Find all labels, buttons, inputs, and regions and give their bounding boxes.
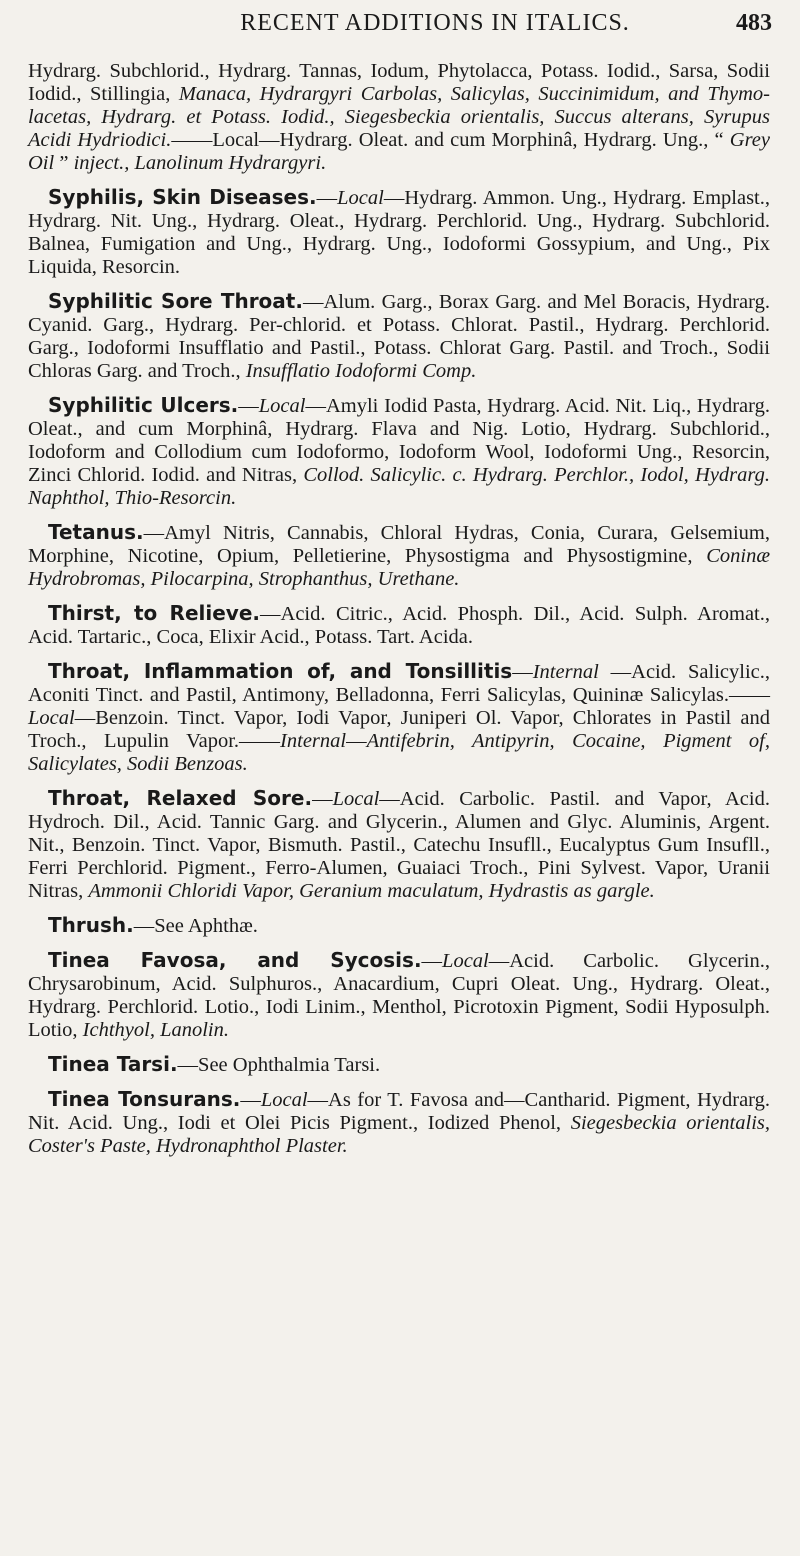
index-entry — [28, 949, 770, 1042]
entry-text-italic: Siegesbeckia orientalis, Coster's Paste, Hydronaphthol Plaster. — [28, 1112, 770, 1157]
entry-text: Hydrarg. Subchlorid., Hydrarg. Tannas, Iodum, Phytolacca, Potass. Iodid., Sarsa, Sodii Iodid., Stillingia, — [28, 60, 770, 105]
entry-heading: Tinea Tonsurans. — [48, 1087, 241, 1111]
entry-text-italic: Insufflatio Iodoformi Comp. — [245, 360, 477, 382]
entry-text-italic: Local — [28, 707, 75, 729]
index-entry — [28, 290, 770, 383]
entry-text-italic: inject., Lanolinum Hydrargyri. — [73, 152, 327, 174]
entry-text: ——Local—Hydrarg. Oleat. and cum Morphinâ, Hydrarg. Ung., “ — [171, 129, 730, 151]
entry-heading: Tinea Favosa, and Sycosis. — [48, 948, 422, 972]
entry-heading: Syphilitic Ulcers. — [48, 393, 239, 417]
entry-text-italic: Ichthyol, Lanolin. — [82, 1019, 230, 1041]
entry-text: — — [346, 730, 367, 752]
entry-text: — — [240, 1089, 261, 1111]
entry-text-italic: Coninæ Hydrobromas, Pilocarpina, Strophanthus, Urethane. — [28, 545, 770, 590]
entry-heading: Tetanus. — [48, 520, 144, 544]
entry-text: — — [421, 950, 443, 972]
index-entry — [28, 186, 770, 279]
entry-text: — — [312, 788, 333, 810]
index-entry — [28, 602, 770, 649]
entry-text: — — [316, 187, 338, 209]
entry-text-italic: Internal — [280, 730, 347, 752]
index-entry — [28, 660, 770, 776]
entry-text: ” — [54, 152, 74, 174]
index-body — [28, 60, 770, 1169]
entry-text-italic: Local — [337, 187, 384, 209]
entry-text: —Alum. Garg., Borax Garg. and Mel Boracis, Hydrarg. Cyanid. Garg., Hydrarg. Per-chlorid. et Potass. Chlorat. Pastil., Hydrarg. Perchlorid. Garg., Iodoformi Insufflatio and Pastil., Potass. Chlorat Garg. Pastil. and Troch., Sodii Chloras Garg. and Troch., — [28, 291, 770, 382]
page-header — [0, 0, 800, 60]
index-entry — [28, 394, 770, 510]
index-entry — [28, 1088, 770, 1158]
entry-heading: Syphilitic Sore Throat. — [48, 289, 303, 313]
entry-heading: Throat, Inflammation of, and Tonsillitis — [48, 659, 513, 683]
index-entry — [28, 521, 770, 591]
running-head: RECENT ADDITIONS IN ITALICS. — [240, 10, 630, 36]
entry-text-italic: Grey Oil — [28, 129, 770, 174]
entry-text-italic: Ammonii Chloridi Vapor, Geranium maculatum, Hydrastis as gargle. — [88, 880, 655, 902]
entry-heading: Syphilis, Skin Diseases. — [48, 185, 317, 209]
entry-text-italic: Local — [442, 950, 489, 972]
entry-text-italic: Internal — [532, 661, 599, 683]
entry-text-italic: Collod. Salicylic. c. Hydrarg. Perchlor., Iodol, Hydrarg. Naphthol, Thio-Resorcin. — [28, 464, 770, 509]
entry-text: —Amyli Iodid Pasta, Hydrarg. Acid. Nit. Liq., Hydrarg. Oleat., and cum Morphinâ, Hydrarg. Flava and Nig. Lotio, Hydrarg. Subchlorid., Iodoform and Collodium cum Iodoformo, Iodoform Wool, Iodoformi Ung., Resorcin, Zinci Chlorid. Iodid. and Nitras, — [28, 395, 770, 486]
entry-text-italic: Local — [332, 788, 380, 810]
entry-text: —Amyl Nitris, Cannabis, Chloral Hydras, Conia, Curara, Gelsemium, Morphine, Nicotine, Opium, Pelletierine, Physostigma and Physostigmine, — [28, 522, 770, 567]
entry-text: — — [512, 661, 533, 683]
entry-heading: Thrush. — [48, 913, 134, 937]
index-entry — [28, 60, 770, 175]
index-entry — [28, 787, 770, 903]
entry-text: —See Aphthæ. — [133, 915, 258, 937]
entry-text-italic: Local — [260, 1089, 308, 1111]
entry-heading: Throat, Relaxed Sore. — [48, 786, 313, 810]
entry-text: —Acid. Carbolic. Glycerin., Chrysarobinum, Acid. Sulphuros., Anacardium, Cupri Oleat. Ung., Hydrarg. Oleat., Hydrarg. Perchlorid. Lotio., Iodi Linim., Menthol, Picrotoxin Pigment, Sodii Hyposulph. Lotio, — [28, 950, 770, 1041]
entry-text-italic: Local — [258, 395, 306, 417]
entry-text: —Hydrarg. Ammon. Ung., Hydrarg. Emplast., Hydrarg. Nit. Ung., Hydrarg. Oleat., Hydrarg. Perchlorid. Ung., Hydrarg. Subchlorid. Balnea, Fumigation and Ung., Hydrarg. Ung., Iodoformi Gossypium, and Ung., Pix Liquida, Resorcin. — [28, 187, 770, 278]
entry-text-italic: Antifebrin, Antipyrin, Cocaine, Pigment of, Salicylates, Sodii Benzoas. — [28, 730, 770, 775]
entry-text-italic: Manaca, Hydrargyri Carbolas, Salicylas, Succinimidum, and Thymo-lacetas, Hydrarg. et Potass. Iodid., Siegesbeckia orientalis, Succus alterans, Syrupus Acidi Hydriodici. — [28, 83, 770, 151]
entry-heading: Tinea Tarsi. — [48, 1052, 178, 1076]
entry-text: —As for T. Favosa and—Cantharid. Pigment, Hydrarg. Nit. Acid. Ung., Iodi et Olei Picis Pigment., Iodized Phenol, — [28, 1089, 771, 1134]
entry-text: —Acid. Carbolic. Pastil. and Vapor, Acid. Hydroch. Dil., Acid. Tannic Garg. and Glycerin., Alumen and Glyc. Aluminis, Argent. Nit., Benzoin. Tinct. Vapor, Bismuth. Pastil., Catechu Insufll., Eucalyptus Gum Insufll., Ferri Perchlorid. Pigment., Ferro-Alumen, Guaiaci Troch., Pini Sylvest. Vapor, Uranii Nitras, — [28, 788, 770, 902]
index-entry — [28, 1053, 770, 1077]
entry-heading: Thirst, to Relieve. — [48, 601, 261, 625]
page-number: 483 — [736, 10, 772, 36]
entry-text: —Acid. Citric., Acid. Phosph. Dil., Acid. Sulph. Aromat., Acid. Tartaric., Coca, Elixir Acid., Potass. Tart. Acida. — [28, 603, 771, 648]
entry-text: — — [238, 395, 259, 417]
entry-text: —Benzoin. Tinct. Vapor, Iodi Vapor, Juniperi Ol. Vapor, Chlorates in Pastil and Troch., Lupulin Vapor.—— — [28, 707, 770, 752]
entry-text: —See Ophthalmia Tarsi. — [177, 1054, 381, 1076]
entry-text: —Acid. Salicylic., Aconiti Tinct. and Pastil, Antimony, Belladonna, Ferri Salicylas, Quininæ Salicylas.—— — [28, 661, 770, 706]
index-entry — [28, 914, 770, 938]
